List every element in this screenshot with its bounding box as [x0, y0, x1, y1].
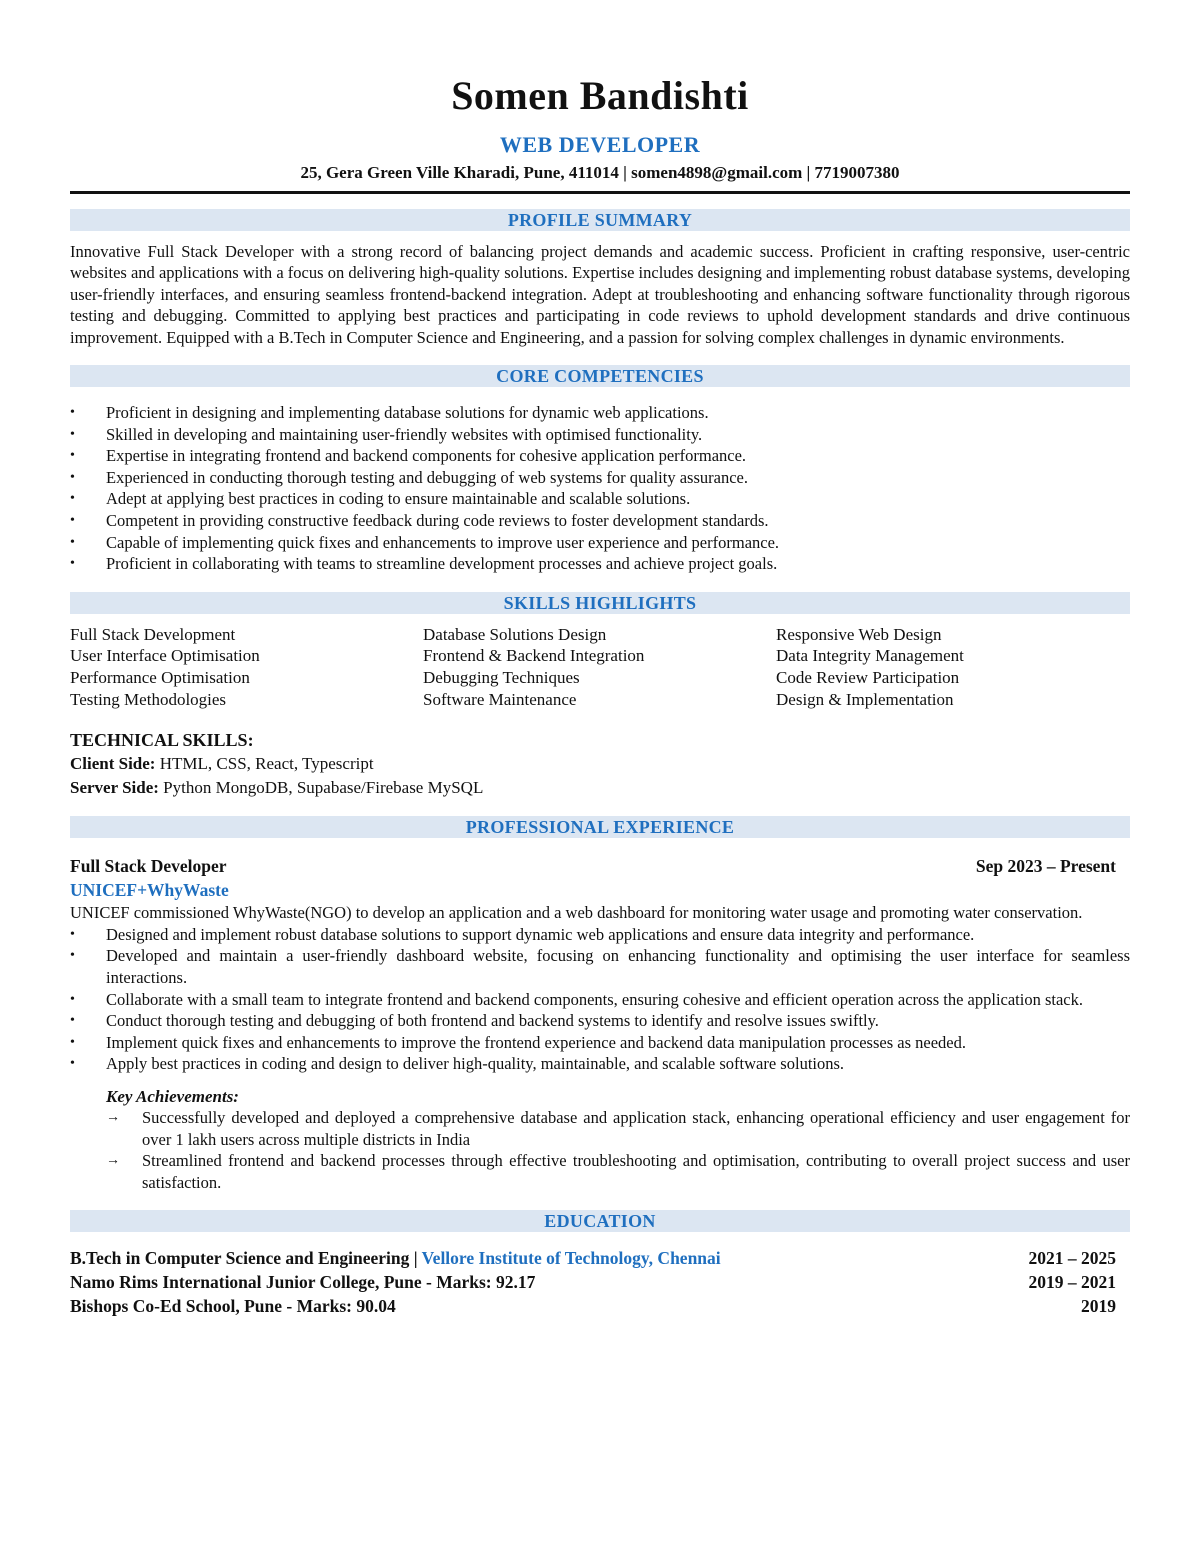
bullet-icon: • — [70, 405, 75, 421]
skill-item: Full Stack Development — [70, 624, 236, 644]
education-years: 2019 – 2021 — [1028, 1272, 1116, 1293]
contact-line: 25, Gera Green Ville Kharadi, Pune, 411014 | somen4898@gmail.com | 7719007380 — [300, 163, 900, 182]
server-side-skills: Server Side: Python MongoDB, Supabase/Firebase MySQL — [70, 778, 484, 798]
bullet-icon: • — [70, 469, 75, 485]
resume-body — [70, 209, 1130, 1318]
bullet-icon: • — [70, 1056, 75, 1072]
header-divider — [70, 191, 1130, 194]
skill-item: Debugging Techniques — [423, 667, 580, 687]
section-heading-skills: SKILLS HIGHLIGHTS — [70, 592, 1130, 614]
skill-item: Software Maintenance — [423, 689, 577, 709]
list-item: • Proficient in collaborating with teams to streamline development processes and achieve project goals. — [70, 554, 778, 574]
client-side-skills: Client Side: HTML, CSS, React, Typescript — [70, 754, 374, 774]
competencies-list — [70, 402, 1130, 575]
bullet-icon: • — [70, 556, 75, 572]
education-row — [70, 1294, 1130, 1318]
skill-item: Code Review Participation — [776, 667, 960, 687]
skill-item: User Interface Optimisation — [70, 646, 260, 666]
section-heading-profile: PROFILE SUMMARY — [70, 209, 1130, 231]
bullet-icon: • — [70, 426, 75, 442]
list-item: • Experienced in conducting thorough testing and debugging of web systems for quality assurance. — [70, 467, 748, 487]
education-list — [70, 1246, 1130, 1318]
organization: UNICEF+WhyWaste — [70, 880, 229, 901]
skill-item: Data Integrity Management — [776, 646, 964, 666]
list-item: • Apply best practices in coding and design to deliver high-quality, maintainable, and scalable software solutions. — [70, 1054, 845, 1074]
arrow-right-icon: → — [106, 1109, 120, 1125]
skill-item: Frontend & Backend Integration — [423, 646, 645, 666]
responsibilities-list — [70, 924, 1130, 1075]
list-item: • Proficient in designing and implementing database solutions for dynamic web applications. — [70, 403, 709, 423]
job-header — [70, 854, 1130, 878]
list-item: → Streamlined frontend and backend processes through effective troubleshooting and optimisation, contributing to overall project success and user satisfaction. — [106, 1151, 1130, 1192]
bullet-icon: • — [70, 991, 75, 1007]
bullet-icon: • — [70, 513, 75, 528]
list-item: • Adept at applying best practices in coding to ensure maintainable and scalable solutions. — [70, 489, 691, 509]
achievements-list — [70, 1107, 1130, 1193]
section-heading-competencies: CORE COMPETENCIES — [70, 365, 1130, 387]
job-dates: Sep 2023 – Present — [975, 856, 1116, 877]
bullet-icon: • — [70, 491, 75, 507]
education-row: B.Tech in Computer Science and Engineering | Vellore Institute of Technology, Chennai 2021 – 2025 — [70, 1248, 1116, 1269]
bullet-icon: • — [70, 926, 75, 942]
skill-item: Database Solutions Design — [423, 624, 607, 644]
profile-summary-text: Innovative Full Stack Developer with a strong record of balancing project demands and academic success. Proficient in crafting responsive, user-centric websites and applications with a focus on delivering high-quality solutions. Expertise includes designing and implementing robust database systems, developing user-friendly interfaces, and ensuring seamless frontend-backend integration. Adept at troubleshooting and enhancing software functionality through rigorous testing and debugging. Committed to applying best practices and participating in code reviews to uphold development standards and drive continuous improvement. Equipped with a B.Tech in Computer Science and Engineering, and a passion for solving complex challenges in dynamic environments. — [70, 242, 1130, 347]
bullet-icon: • — [70, 1013, 75, 1029]
section-heading-education: EDUCATION — [70, 1210, 1130, 1232]
resume-header — [0, 0, 1200, 183]
degree: Namo Rims International Junior College, Pune - Marks: 92.17 — [70, 1272, 536, 1293]
bullet-icon: • — [70, 534, 75, 550]
list-item: • Collaborate with a small team to integrate frontend and backend components, ensuring cohesive and efficient operation across the application stack. — [70, 989, 1083, 1009]
list-item: • Conduct thorough testing and debugging of both frontend and backend systems to identify and resolve issues swiftly. — [70, 1011, 879, 1031]
key-achievements-title: Key Achievements: — [106, 1086, 239, 1106]
list-item: • Competent in providing constructive feedback during code reviews to foster development standards. — [70, 511, 769, 530]
arrow-right-icon: → — [106, 1153, 120, 1169]
job-title: Full Stack Developer — [70, 856, 227, 877]
education-row — [70, 1270, 1130, 1294]
list-item: → Successfully developed and deployed a comprehensive database and application stack, enhancing operational efficiency and user engagement for over 1 lakh users across multiple districts in India — [106, 1107, 1130, 1149]
bullet-icon: • — [70, 948, 75, 964]
education-years: 2019 — [1081, 1296, 1116, 1317]
list-item: • Developed and maintain a user-friendly dashboard website, focusing on enhancing functionality and optimising the user interface for seamless interactions. — [70, 946, 1130, 987]
list-item: • Skilled in developing and maintaining user-friendly websites with optimised functionality. — [70, 424, 703, 444]
job-role: WEB DEVELOPER — [499, 132, 701, 157]
institution: Vellore Institute of Technology, Chennai — [421, 1248, 721, 1269]
skills-grid — [70, 624, 1130, 710]
bullet-icon: • — [70, 448, 75, 464]
skill-item: Responsive Web Design — [776, 624, 942, 644]
skill-item: Performance Optimisation — [70, 667, 250, 687]
candidate-name: Somen Bandishti — [451, 73, 749, 118]
skill-item: Testing Methodologies — [70, 689, 227, 709]
degree: Bishops Co-Ed School, Pune - Marks: 90.04 — [70, 1296, 396, 1317]
list-item: • Expertise in integrating frontend and backend components for cohesive application performance. — [70, 446, 747, 466]
bullet-icon: • — [70, 1034, 75, 1050]
list-item: • Designed and implement robust database solutions to support dynamic web applications and ensure data integrity and performance. — [70, 924, 975, 944]
list-item: • Capable of implementing quick fixes and enhancements to improve user experience and performance. — [70, 532, 780, 552]
technical-skills-title: TECHNICAL SKILLS: — [70, 730, 254, 751]
degree: B.Tech in Computer Science and Engineering — [70, 1248, 410, 1269]
skill-item: Design & Implementation — [776, 689, 954, 709]
list-item: • Implement quick fixes and enhancements to improve the frontend experience and backend data manipulation processes as needed. — [70, 1032, 966, 1052]
education-years: 2021 – 2025 — [1028, 1248, 1116, 1269]
section-heading-experience: PROFESSIONAL EXPERIENCE — [70, 816, 1130, 838]
job-description: UNICEF commissioned WhyWaste(NGO) to develop an application and a web dashboard for monitoring water usage and promoting water conservation. — [70, 903, 1083, 923]
